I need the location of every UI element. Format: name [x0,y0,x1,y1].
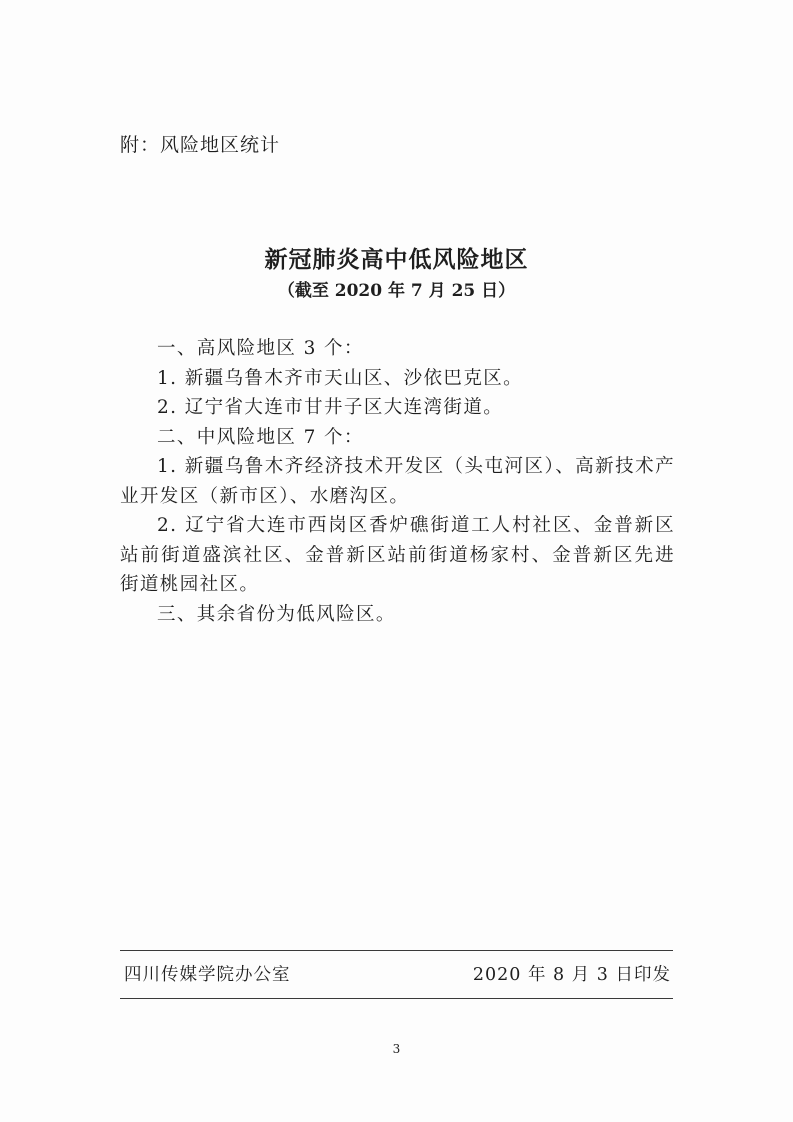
medium-risk-item-1: 1. 新疆乌鲁木齐经济技术开发区（头屯河区）、高新技术产业开发区（新市区）、水磨沟区。 [120,456,675,507]
medium-risk-item-2: 2. 辽宁省大连市西岗区香炉礁街道工人村社区、金普新区站前街道盛滨社区、金普新区站前街道杨家村、金普新区先进街道桃园社区。 [120,515,675,595]
document-body [120,334,675,629]
footer-divider-top [120,950,673,951]
document-title: 新冠肺炎高中低风险地区 [264,246,529,273]
section-low-risk-heading: 三、其余省份为低风险区。 [157,603,396,625]
section-high-risk-heading: 一、高风险地区 3 个： [157,338,364,359]
high-risk-item-1: 1. 新疆乌鲁木齐市天山区、沙依巴克区。 [157,367,524,389]
high-risk-item-2: 2. 辽宁省大连市甘井子区大连湾街道。 [157,397,504,418]
page-number: 3 [392,1042,401,1056]
document-subtitle: （截至 2020 年 7 月 25 日） [277,281,516,301]
footer-divider-bottom [120,998,673,999]
section-medium-risk-heading: 二、中风险地区 7 个： [157,426,364,448]
footer-print-date: 2020 年 8 月 3 日印发 [472,965,671,985]
attachment-label: 附：风险地区统计 [120,134,281,156]
footer-office: 四川传媒学院办公室 [124,965,291,985]
